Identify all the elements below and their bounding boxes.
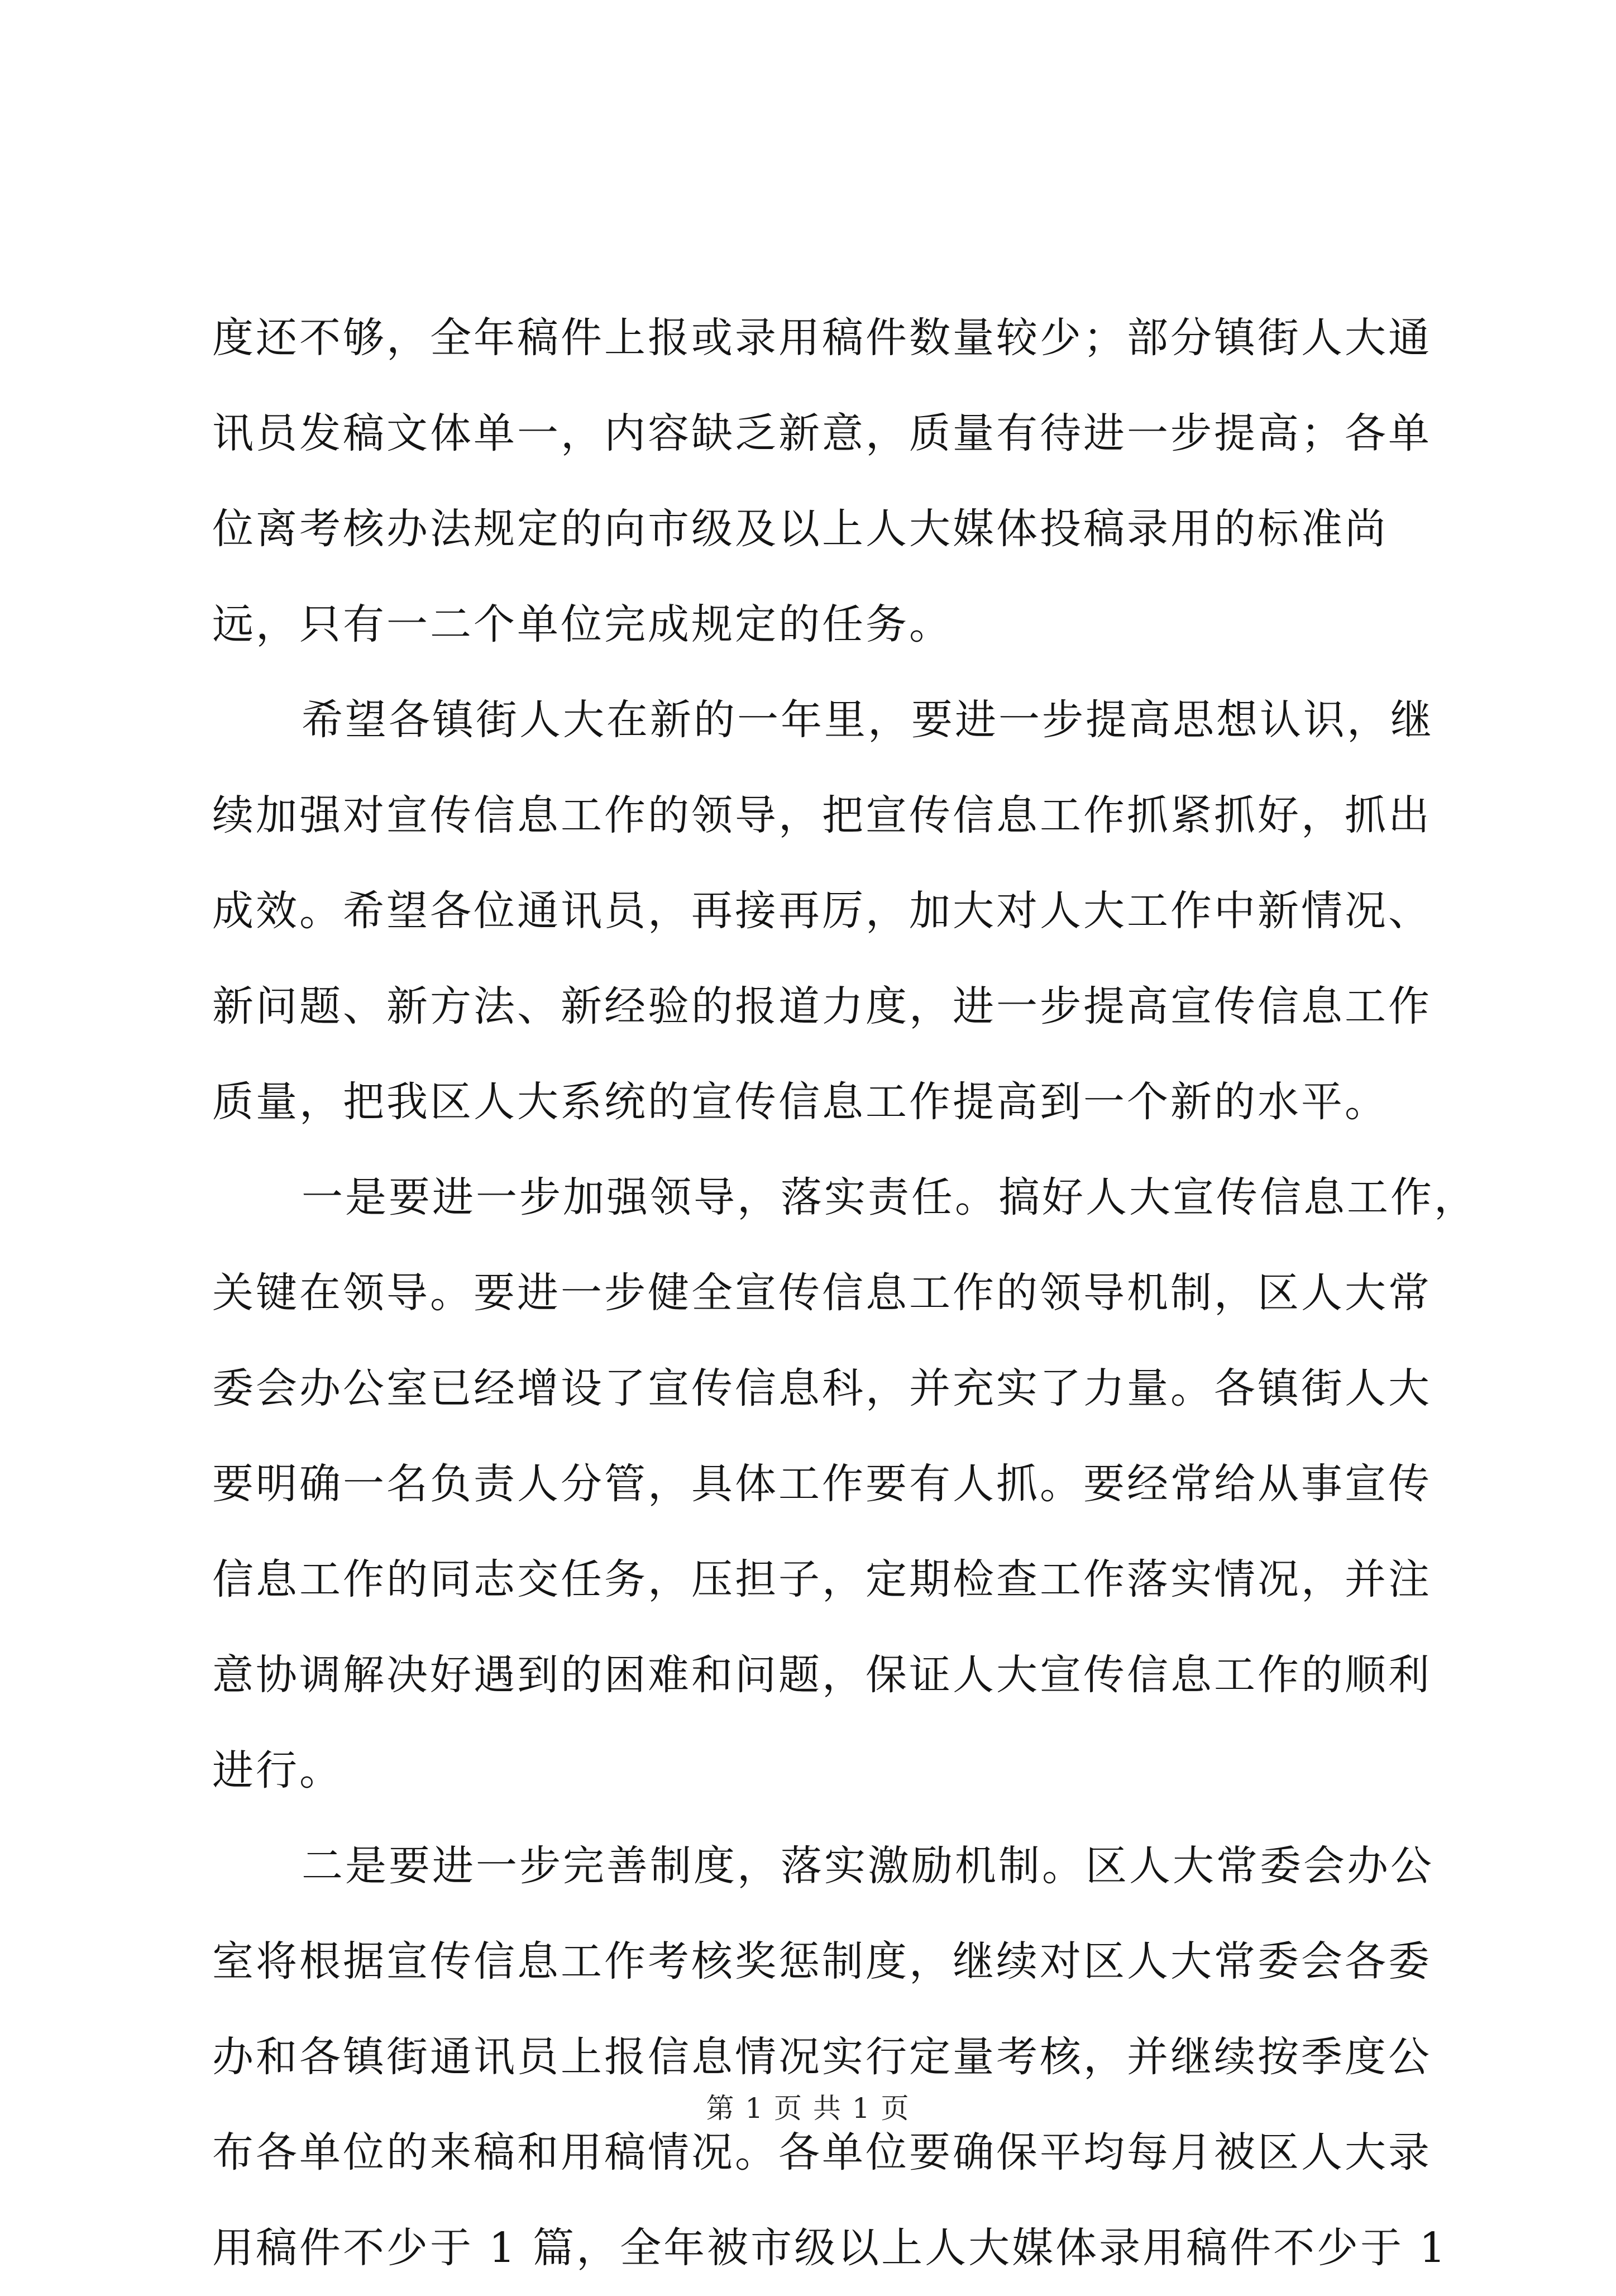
text-line: 讯员发稿文体单一，内容缺乏新意，质量有待进一步提高；各单 xyxy=(212,409,1432,457)
text-line: 关键在领导。要进一步健全宣传信息工作的领导机制，区人大常 xyxy=(212,1269,1432,1317)
text-line: 委会办公室已经增设了宣传信息科，并充实了力量。各镇街人大 xyxy=(212,1364,1432,1412)
paragraph-start-line: 一是要进一步加强领导，落实责任。搞好人大宣传信息工作， xyxy=(302,1173,1478,1221)
document-body xyxy=(212,290,1478,2296)
text-line: 布各单位的来稿和用稿情况。各单位要确保平均每月被区人大录 xyxy=(212,2128,1432,2176)
text-line: 室将根据宣传信息工作考核奖惩制度，继续对区人大常委会各委 xyxy=(212,1937,1432,1985)
text-line: 信息工作的同志交任务，压担子，定期检查工作落实情况，并注 xyxy=(212,1555,1432,1603)
paragraph-start-line: 希望各镇街人大在新的一年里，要进一步提高思想认识，继 xyxy=(302,696,1434,744)
text-line: 续加强对宣传信息工作的领导，把宣传信息工作抓紧抓好，抓出 xyxy=(212,791,1432,839)
text-line: 远，只有一二个单位完成规定的任务。 xyxy=(212,600,953,648)
text-line: 位离考核办法规定的向市级及以上人大媒体投稿录用的标准尚 xyxy=(212,505,1388,553)
text-line: 用稿件不少于 1 篇，全年被市级以上人大媒体录用稿件不少于 1 xyxy=(212,2224,1448,2272)
text-line: 意协调解决好遇到的困难和问题，保证人大宣传信息工作的顺利 xyxy=(212,1651,1432,1699)
text-line: 新问题、新方法、新经验的报道力度，进一步提高宣传信息工作 xyxy=(212,982,1432,1030)
text-line: 要明确一名负责人分管，具体工作要有人抓。要经常给从事宣传 xyxy=(212,1460,1432,1508)
text-line: 度还不够，全年稿件上报或录用稿件数量较少；部分镇街人大通 xyxy=(212,314,1432,362)
page-footer: 第 1 页 共 1 页 xyxy=(706,2092,910,2125)
text-line: 成效。希望各位通讯员，再接再厉，加大对人大工作中新情况、 xyxy=(212,887,1432,935)
text-line: 进行。 xyxy=(212,1746,343,1794)
text-line: 质量，把我区人大系统的宣传信息工作提高到一个新的水平。 xyxy=(212,1078,1388,1126)
text-line: 办和各镇街通讯员上报信息情况实行定量考核，并继续按季度公 xyxy=(212,2033,1432,2081)
paragraph-start-line: 二是要进一步完善制度，落实激励机制。区人大常委会办公 xyxy=(302,1842,1434,1890)
